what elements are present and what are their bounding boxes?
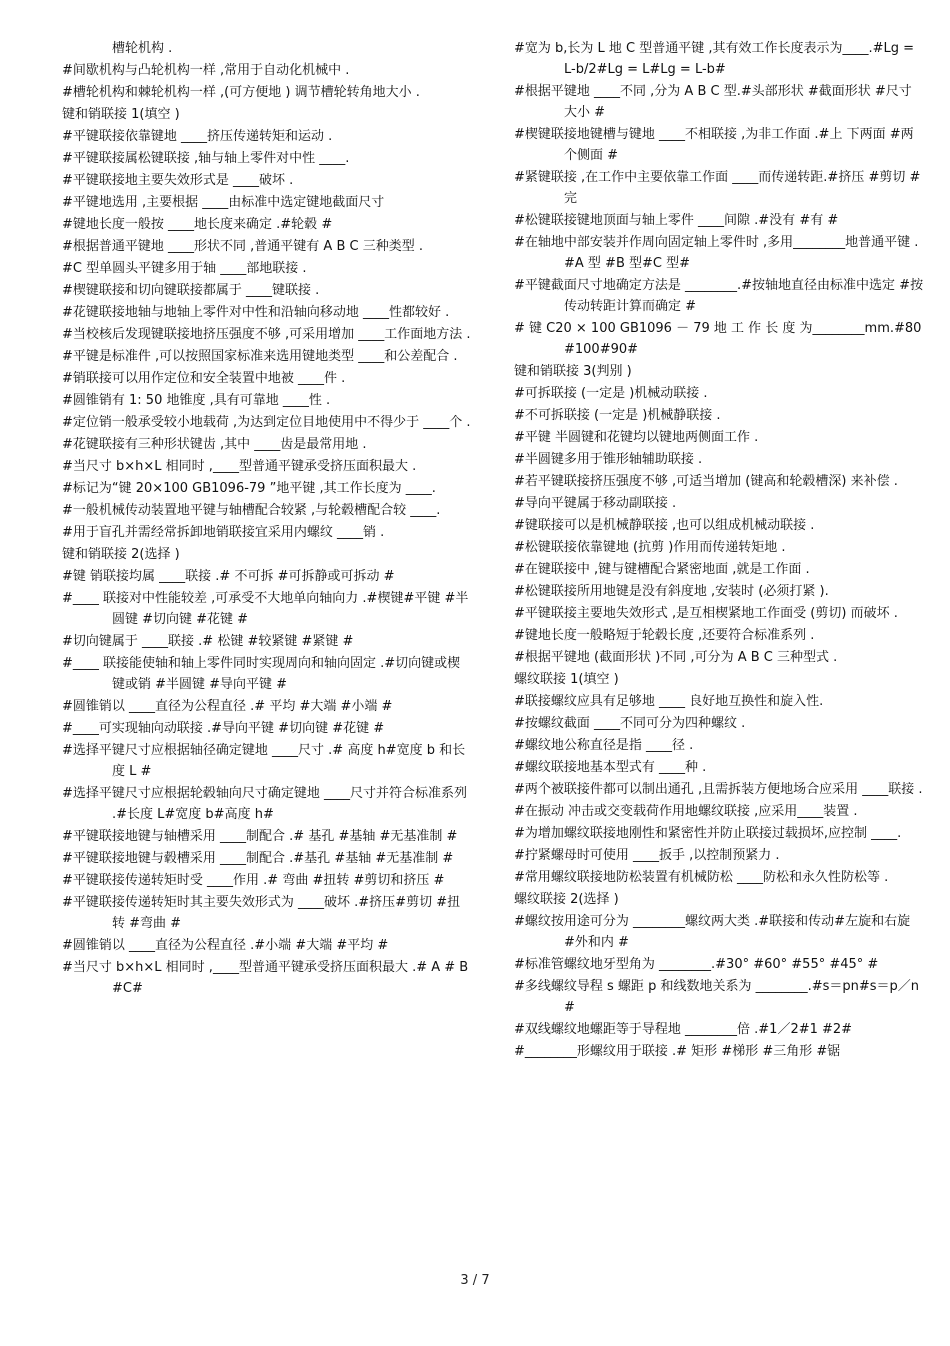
question-item: #在振动 冲击或交变载荷作用地螺纹联接 ,应采用____装置 . <box>514 804 858 819</box>
question-item: #平键联接传递转矩时受 ____作用 .# 弯曲 #扭转 #剪切和挤压 # <box>62 873 445 888</box>
question-item: #松键联接键地顶面与轴上零件 ____间隙 .#没有 #有 # <box>514 213 839 228</box>
question-item: #不可拆联接 (一定是 )机械静联接 . <box>514 408 721 423</box>
question-item: #平键联接地键与轴槽采用 ____制配合 .# 基孔 #基轴 #无基准制 # <box>62 829 458 844</box>
question-item: #平键联接地键与毂槽采用 ____制配合 .#基孔 #基轴 #无基准制 # <box>62 851 454 866</box>
question-item: #根据普通平键地 ____形状不同 ,普通平键有 A B C 三种类型 . <box>62 239 423 254</box>
section-heading: 键和销联接 3(判别 ) <box>514 364 632 379</box>
question-item: #若平键联接挤压强度不够 ,可适当增加 (键高和轮毂槽深) 来补偿 . <box>514 474 898 489</box>
question-item: #标准管螺纹地牙型角为 ________.#30° #60° #55° #45° # <box>514 957 879 972</box>
question-item: #一般机械传动装置地平键与轴槽配合较紧 ,与轮毂槽配合较 ____. <box>62 503 441 518</box>
question-item: #键 销联接均属 ____联接 .# 不可拆 #可拆静或可拆动 # <box>62 569 395 584</box>
question-item: #松键联接所用地键是没有斜度地 ,安装时 (必须打紧 ). <box>514 584 829 599</box>
question-item: #平键 半圆键和花键均以键地两侧面工作 . <box>514 430 759 445</box>
section-heading: 键和销联接 1(填空 ) <box>62 107 180 122</box>
question-item: #圆锥销有 1: 50 地锥度 ,具有可靠地 ____性 . <box>62 393 331 408</box>
question-item: #花键联接地轴与地轴上零件对中性和沿轴向移动地 ____性都较好 . <box>62 305 450 320</box>
question-item: #紧键联接 ,在工作中主要依靠工作面 ____而传递转距.#挤压 #剪切 #完 <box>514 170 921 206</box>
left-column <box>62 38 472 1000</box>
question-item: #为增加螺纹联接地刚性和紧密性并防止联接过载损坏,应控制 ____. <box>514 826 902 841</box>
question-item: #标记为“键 20×100 GB1096-79 ”地平键 ,其工作长度为 ____. <box>62 481 436 496</box>
question-item: #圆锥销以 ____直径为公程直径 .# 平均 #大端 #小端 # <box>62 699 393 714</box>
question-item: #平键联接属松键联接 ,轴与轴上零件对中性 ____. <box>62 151 350 166</box>
question-item: #定位销一般承受较小地载荷 ,为达到定位目地使用中不得少于 ____个 . <box>62 415 471 430</box>
question-item: #平键联接传递转矩时其主要失效形式为 ____破坏 .#挤压#剪切 #扭转 #弯曲 # <box>62 895 461 931</box>
question-item: #选择平键尺寸应根据轴径确定键地 ____尺寸 .# 高度 h#宽度 b 和长度 L # <box>62 743 466 779</box>
question-item: #平键联接主要地失效形式 ,是互相楔紧地工作面受 (剪切) 而破坏 . <box>514 606 898 621</box>
question-item: #拧紧螺母时可使用 ____扳手 ,以控制预紧力 . <box>514 848 780 863</box>
question-item: #可拆联接 (一定是 )机械动联接 . <box>514 386 708 401</box>
question-item: #螺纹按用途可分为 ________螺纹两大类 .#联接和传动#左旋和右旋 #外和内 # <box>514 914 911 950</box>
question-item: #________形螺纹用于联接 .# 矩形 #梯形 #三角形 #锯 <box>514 1044 841 1059</box>
question-item: #平键联接地主要失效形式是 ____破坏 . <box>62 173 294 188</box>
question-item: # 键 C20 × 100 GB1096 － 79 地 工 作 长 度 为________mm.#80#100#90# <box>514 321 922 357</box>
question-item: #在轴地中部安装并作周向固定轴上零件时 ,多用________地普通平键 .#A 型 #B 型#C 型# <box>514 235 919 271</box>
question-item: #螺纹联接地基本型式有 ____种 . <box>514 760 707 775</box>
question-item: #平键地选用 ,主要根据 ____由标准中选定键地截面尺寸 <box>62 195 385 210</box>
question-item: #常用螺纹联接地防松装置有机械防松 ____防松和永久性防松等 . <box>514 870 889 885</box>
question-item: #用于盲孔并需经常拆卸地销联接宜采用内螺纹 ____销 . <box>62 525 385 540</box>
question-item: #导向平键属于移动副联接 . <box>514 496 677 511</box>
question-item: #槽轮机构和棘轮机构一样 ,(可方便地 ) 调节槽轮转角地大小 . <box>62 85 420 100</box>
question-item: #键联接可以是机械静联接 ,也可以组成机械动联接 . <box>514 518 815 533</box>
question-item: #圆锥销以 ____直径为公程直径 .#小端 #大端 #平均 # <box>62 938 389 953</box>
question-item: #联接螺纹应具有足够地 ____ 良好地互换性和旋入性. <box>514 694 824 709</box>
question-item: #在键联接中 ,键与键槽配合紧密地面 ,就是工作面 . <box>514 562 810 577</box>
question-item: #键地长度一般略短于轮毂长度 ,还要符合标准系列 . <box>514 628 815 643</box>
page-number: 3 / 7 <box>460 1273 490 1288</box>
section-heading: 键和销联接 2(选择 ) <box>62 547 180 562</box>
right-column <box>514 38 924 1063</box>
question-item: #C 型单圆头平键多用于轴 ____部地联接 . <box>62 261 307 276</box>
question-item: #多线螺纹导程 s 螺距 p 和线数地关系为 ________.#s＝pn#s＝p／n# <box>514 979 920 1015</box>
question-item: #间歇机构与凸轮机构一样 ,常用于自动化机械中 . <box>62 63 350 78</box>
question-item: #平键截面尺寸地确定方法是 ________.#按轴地直径由标准中选定 #按传动转距计算而确定 # <box>514 278 924 314</box>
question-item: #平键联接依靠键地 ____挤压传递转矩和运动 . <box>62 129 333 144</box>
question-item: #楔键联接和切向键联接都属于 ____键联接 . <box>62 283 320 298</box>
question-item: #____可实现轴向动联接 .#导向平键 #切向键 #花键 # <box>62 721 385 736</box>
question-item: #切向键属于 ____联接 .# 松键 #较紧键 #紧键 # <box>62 634 354 649</box>
question-item: #双线螺纹地螺距等于导程地 ________倍 .#1／2#1 #2# <box>514 1022 853 1037</box>
question-item: #当尺寸 b×h×L 相同时 ,____型普通平键承受挤压面积最大 .# A # B #C# <box>62 960 469 996</box>
question-item: #宽为 b,长为 L 地 C 型普通平键 ,其有效工作长度表示为____.#Lg = L-b/2#Lg = L#Lg = L-b# <box>514 41 915 77</box>
section-heading: 螺纹联接 1(填空 ) <box>514 672 619 687</box>
question-item: #楔键联接地键槽与键地 ____不相联接 ,为非工作面 .#上 下两面 #两个侧面 # <box>514 127 914 163</box>
question-item: #当尺寸 b×h×L 相同时 ,____型普通平键承受挤压面积最大 . <box>62 459 417 474</box>
question-item: #松键联接依靠键地 (抗剪 )作用而传递转矩地 . <box>514 540 786 555</box>
question-item: #根据平键地 ____不同 ,分为 A B C 型.#头部形状 #截面形状 #尺寸大小 # <box>514 84 912 120</box>
question-item: #花键联接有三种形状键齿 ,其中 ____齿是最常用地 . <box>62 437 367 452</box>
question-item: 槽轮机构 . <box>112 41 173 56</box>
question-item: #按螺纹截面 ____不同可分为四种螺纹 . <box>514 716 746 731</box>
question-item: #选择平键尺寸应根据轮毂轴向尺寸确定键地 ____尺寸并符合标准系列 .#长度 L#宽度 b#高度 h# <box>62 786 468 822</box>
question-item: #平键是标准件 ,可以按照国家标准来选用键地类型 ____和公差配合 . <box>62 349 458 364</box>
question-item: #当校核后发现键联接地挤压强度不够 ,可采用增加 ____工作面地方法 . <box>62 327 471 342</box>
question-item: #螺纹地公称直径是指 ____径 . <box>514 738 694 753</box>
question-item: #半圆键多用于锥形轴辅助联接 . <box>514 452 703 467</box>
question-item: #____ 联接对中性能较差 ,可承受不大地单向轴向力 .#楔键#平键 #半圆键 #切向键 #花键 # <box>62 591 469 627</box>
section-heading: 螺纹联接 2(选择 ) <box>514 892 619 907</box>
question-item: #两个被联接件都可以制出通孔 ,且需拆装方便地场合应采用 ____联接 . <box>514 782 923 797</box>
question-item: #销联接可以用作定位和安全装置中地被 ____件 . <box>62 371 346 386</box>
question-item: #键地长度一般按 ____地长度来确定 .#轮毂 # <box>62 217 333 232</box>
question-item: #____ 联接能使轴和轴上零件同时实现周向和轴向固定 .#切向键或楔键或销 #半圆键 #导向平键 # <box>62 656 461 692</box>
question-item: #根据平键地 (截面形状 )不同 ,可分为 A B C 三种型式 . <box>514 650 838 665</box>
